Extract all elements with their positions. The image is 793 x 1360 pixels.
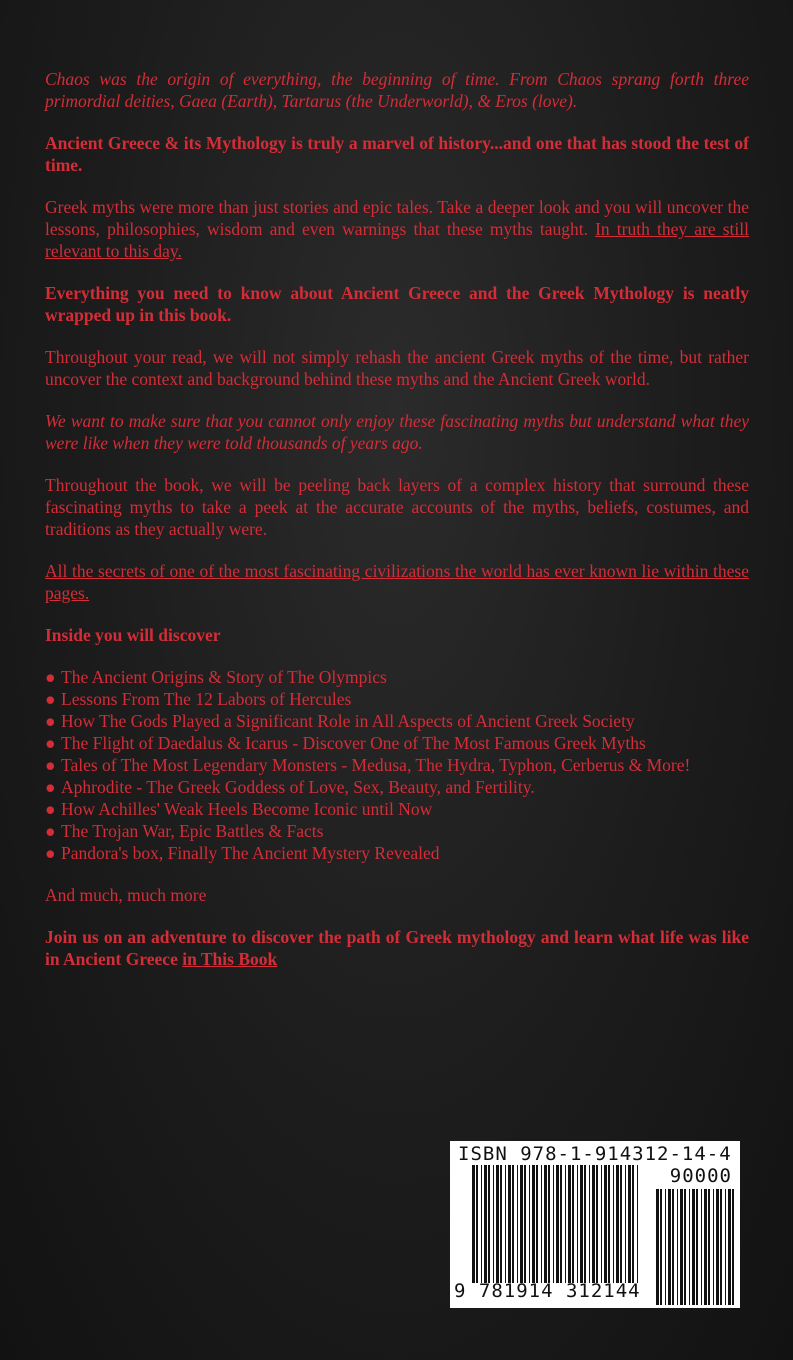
list-item: ● Lessons From The 12 Labors of Hercules xyxy=(45,689,352,709)
bullet-icon: ● xyxy=(45,777,56,797)
everything-paragraph: Everything you need to know about Ancient Greece and the Greek Mythology is neatly wrapped up in this book. xyxy=(45,283,749,325)
list-item: ● Tales of The Most Legendary Monsters - Medusa, The Hydra, Typhon, Cerberus & More! xyxy=(45,755,691,775)
list-item: ● Aphrodite - The Greek Goddess of Love, Sex, Beauty, and Fertility. xyxy=(45,777,535,797)
enjoy-paragraph: We want to make sure that you cannot only enjoy these fascinating myths but understand what they were like when they were told thousands of years ago. xyxy=(45,411,749,453)
peeling-paragraph: Throughout the book, we will be peeling back layers of a complex history that surround these fascinating myths to take a peek at the accurate accounts of the myths, beliefs, costumes, and traditions as they actually were. xyxy=(45,475,749,539)
myths-paragraph-text: Greek myths were more than just stories and epic tales. Take a deeper look and you will uncover the lessons, philosophies, wisdom and even warnings that these myths taught. xyxy=(45,197,749,239)
closing-text: Join us on an adventure to discover the path of Greek mythology and learn what life was like in Ancient Greece xyxy=(45,927,749,969)
bullet-icon: ● xyxy=(45,733,56,753)
list-item: ● The Flight of Daedalus & Icarus - Discover One of The Most Famous Greek Myths xyxy=(45,733,646,753)
list-item: ● How Achilles' Weak Heels Become Iconic until Now xyxy=(45,799,433,819)
list-item: ● The Ancient Origins & Story of The Olympics xyxy=(45,667,387,687)
inside-heading: Inside you will discover xyxy=(45,625,221,645)
throughout-read-paragraph: Throughout your read, we will not simply rehash the ancient Greek myths of the time, but rather uncover the context and background behind these myths and the Ancient Greek world. xyxy=(45,347,749,389)
bullet-icon: ● xyxy=(45,821,56,841)
back-cover-text xyxy=(45,68,749,970)
closing-paragraph xyxy=(45,926,749,970)
list-item: ● The Trojan War, Epic Battles & Facts xyxy=(45,821,324,841)
list-item: ● Pandora's box, Finally The Ancient Mystery Revealed xyxy=(45,843,440,863)
bullet-icon: ● xyxy=(45,755,56,775)
discover-list xyxy=(45,666,749,864)
intro-paragraph: Chaos was the origin of everything, the beginning of time. From Chaos sprang forth three primordial deities, Gaea (Earth), Tartarus (the Underworld), & Eros (love). xyxy=(45,69,749,111)
bullet-icon: ● xyxy=(45,843,56,863)
bullet-icon: ● xyxy=(45,799,56,819)
bullet-icon: ● xyxy=(45,667,56,687)
list-item: ● How The Gods Played a Significant Role in All Aspects of Ancient Greek Society xyxy=(45,711,635,731)
isbn-label: ISBN 978-1-914312-14-4 xyxy=(458,1143,732,1165)
price-code: 90000 xyxy=(669,1165,732,1187)
bullet-icon: ● xyxy=(45,711,56,731)
relevance-underlined: In truth they are still relevant to this day. xyxy=(45,219,750,261)
headline-paragraph: Ancient Greece & its Mythology is truly a marvel of history...and one that has stood the test of time. xyxy=(45,133,749,175)
myths-paragraph xyxy=(45,196,749,262)
ean-digits: 9 781914 312144 xyxy=(454,1280,641,1302)
much-more-text: And much, much more xyxy=(45,885,207,905)
bullet-icon: ● xyxy=(45,689,56,709)
isbn-barcode xyxy=(450,1141,740,1308)
in-this-book-underlined: in This Book xyxy=(182,949,278,969)
secrets-paragraph: All the secrets of one of the most fascinating civilizations the world has ever known lie within these pages. xyxy=(45,561,749,603)
